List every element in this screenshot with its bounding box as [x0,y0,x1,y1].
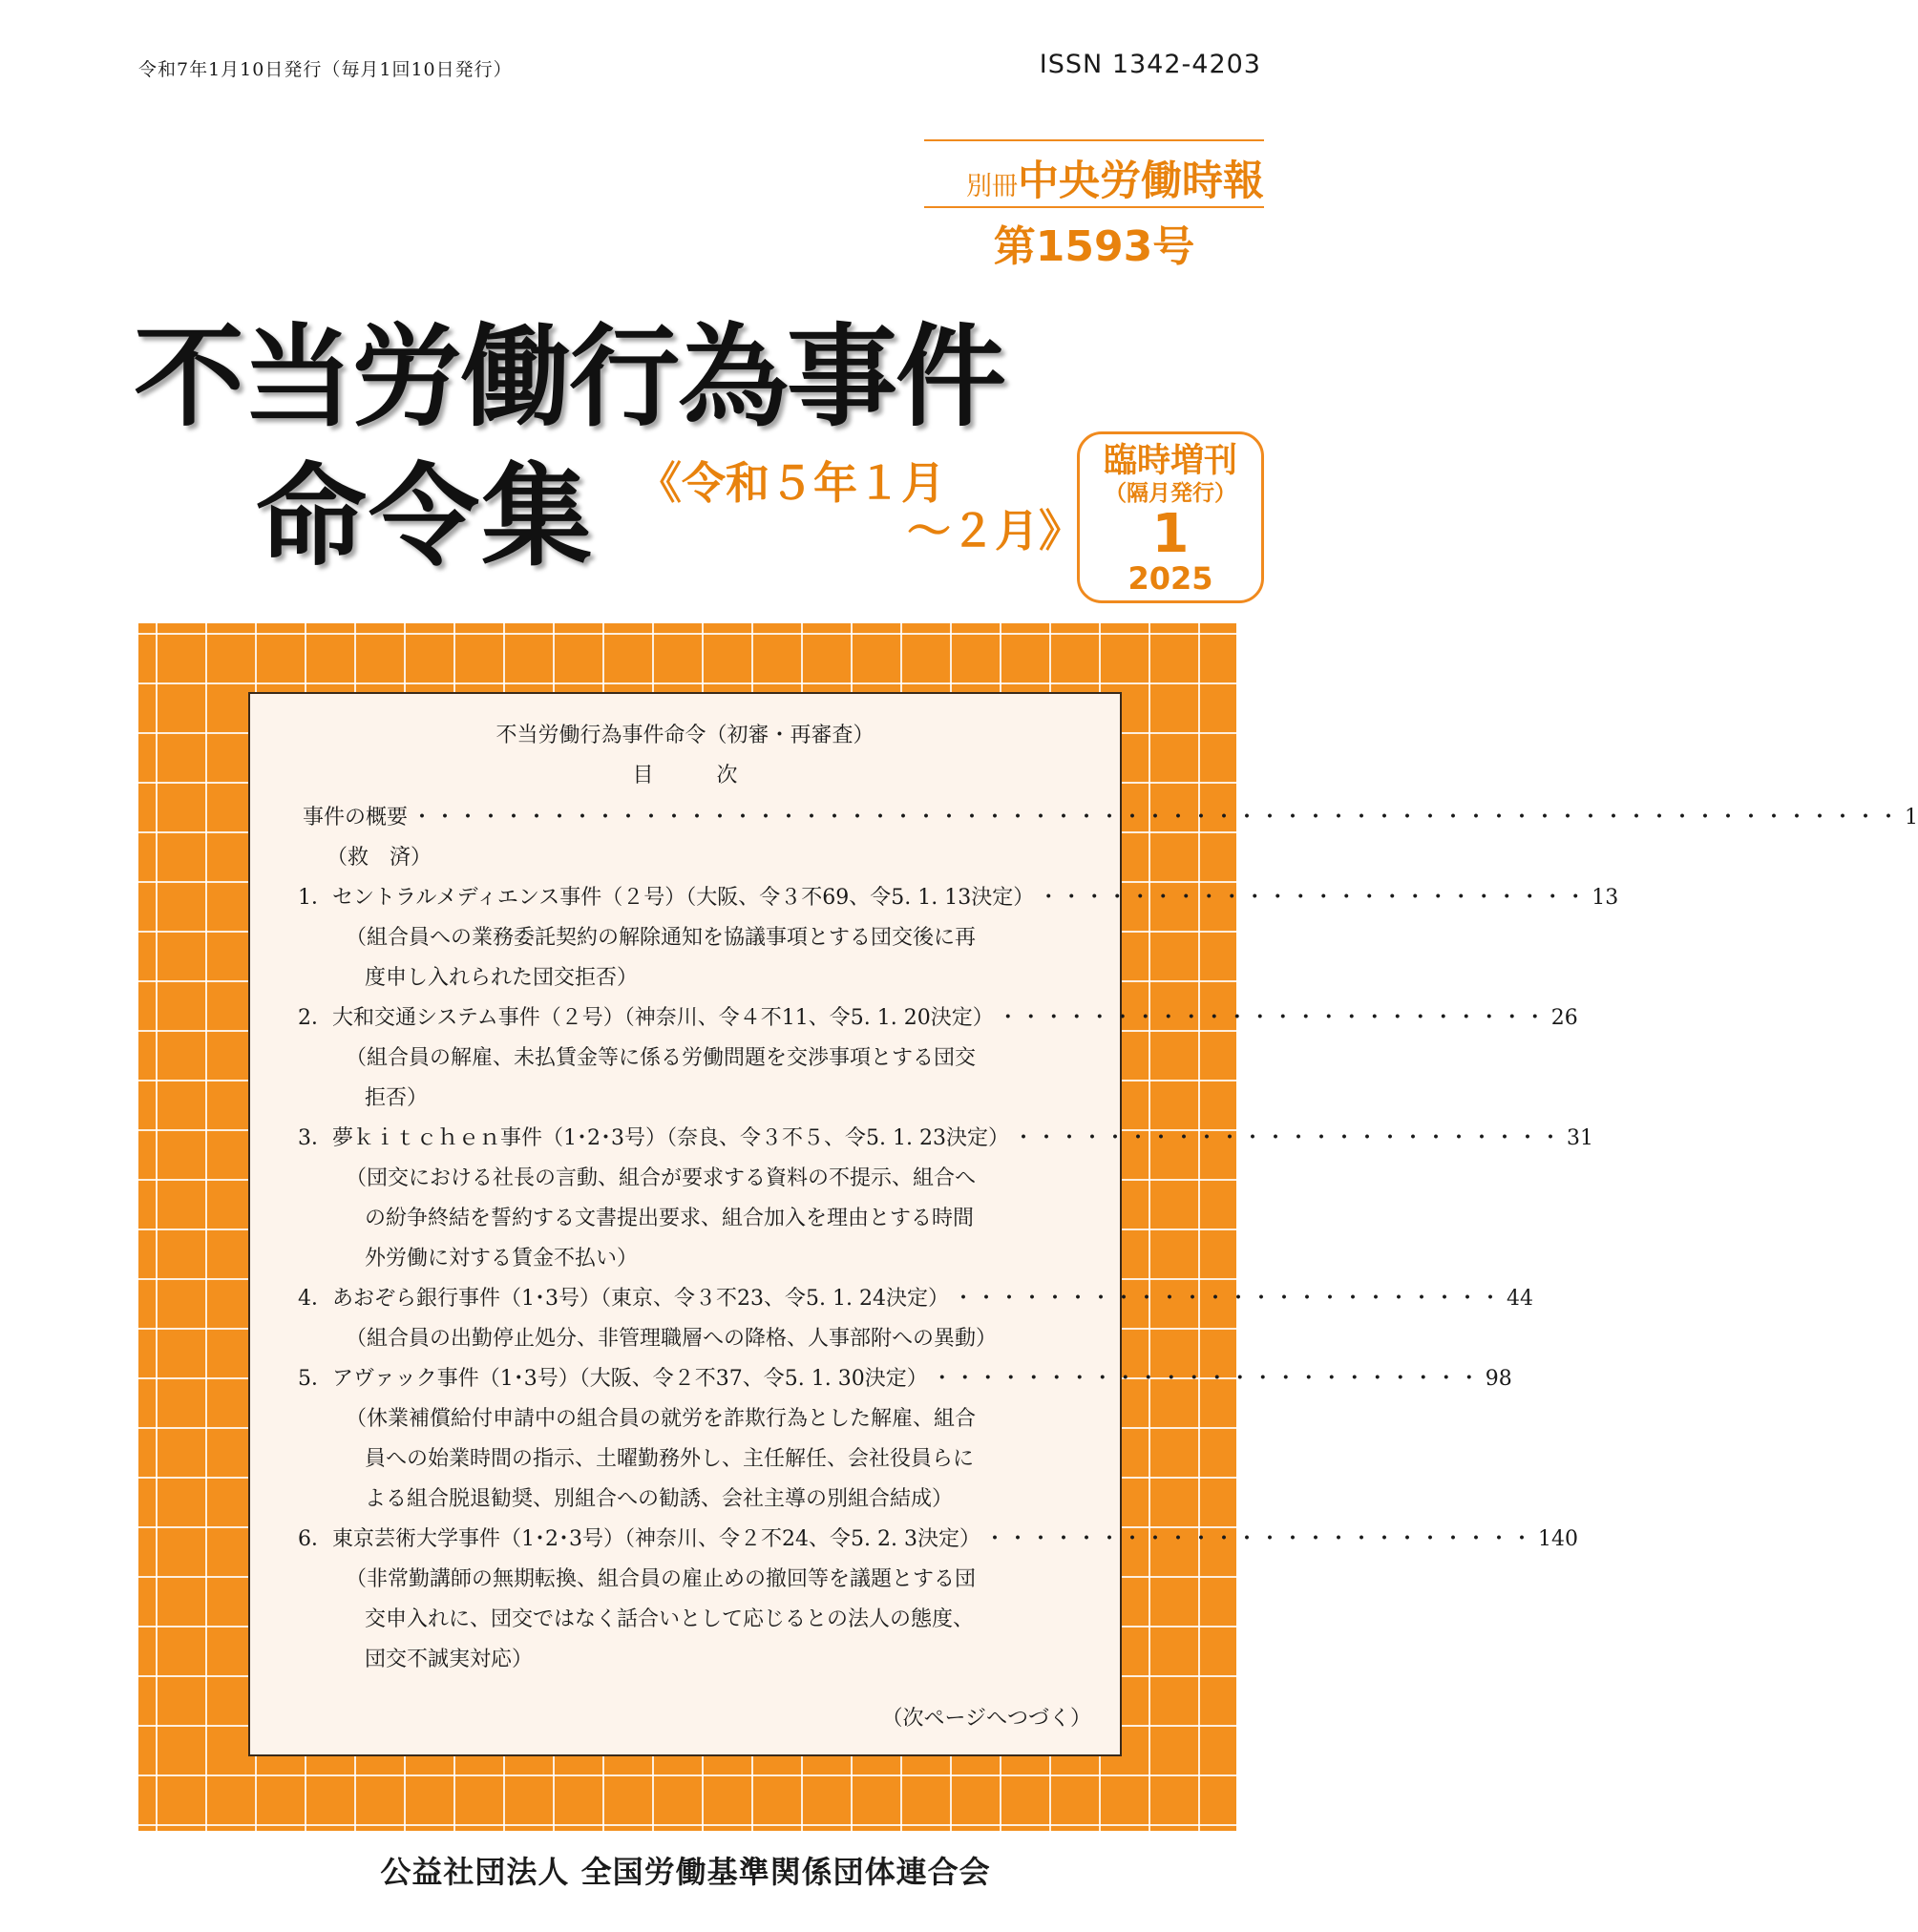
toc-entry-page: 44 [1506,1287,1533,1311]
toc-entry-page: 26 [1550,1006,1578,1030]
toc-continued-note: （次ページへつづく） [881,1707,1091,1731]
toc-entry-desc: 度申し入れられた団交拒否） [365,966,639,990]
toc-entry-desc: 拒否） [365,1086,429,1110]
toc-leader-dots: ・・・・・・・・・・・・・・・・・・・・・・・・ [931,1367,1482,1391]
badge-label: 臨時増刊 [1103,442,1237,480]
toc-entry-desc: 団交不誠実対応） [365,1648,534,1671]
bessatsu-label: 別冊 [966,172,1018,201]
badge-frequency: （隔月発行） [1105,481,1236,506]
toc-entry-desc: の紛争終結を誓約する文書提出要求、組合加入を理由とする時間 [365,1207,975,1230]
toc-entry-desc: （組合員の解雇、未払賃金等に係る労働問題を交渉事項とする団交 [346,1046,977,1070]
toc-entry-page: 98 [1485,1367,1512,1391]
toc-leader-dots: ・・・・・・・・・・・・・・・・・・・・・・・・ [1038,886,1589,910]
toc-leader-dots: ・・・・・・・・・・・・・・・・・・・・・・・・ [997,1006,1548,1030]
toc-entry-page: 31 [1566,1126,1593,1150]
toc-entry-desc: 員への始業時間の指示、土曜勤務外し、主任解任、会社役員らに [365,1447,975,1471]
toc-entry-title: 2．大和交通システム事件（２号）（神奈川、令４不11、令5. 1. 20決定） [298,1006,994,1030]
issn-number: ISSN 1342-4203 [1039,50,1261,79]
toc-leader-dots: ・・・・・・・・・・・・・・・・・・・・・・・・・・・・・・・・・・・・・・・・・・・・・・・・・・・・・・・・・・・・・・・・・ [411,806,1902,830]
special-issue-badge [1077,431,1264,603]
masthead-rule-bottom [924,206,1264,208]
main-title-line2: 命令集 [256,452,594,581]
toc-mokuji: 目 次 [632,764,738,788]
toc-overview-title: 事件の概要 [303,806,409,830]
badge-number: 1 [1151,503,1190,565]
toc-entry-desc: 交申入れに、団交ではなく話合いとして応じるとの法人の態度、 [365,1607,975,1631]
toc-heading: 不当労働行為事件命令（初審・再審査） [495,724,875,747]
publication-date: 令和7年1月10日発行（毎月1回10日発行） [138,59,513,80]
magazine-title: 中央労働時報 [1018,158,1264,205]
main-title-line1: 不当労働行為事件 [134,313,1004,442]
toc-leader-dots: ・・・・・・・・・・・・・・・・・・・・・・・・ [1012,1126,1563,1150]
publisher-name: 公益社団法人 全国労働基準関係団体連合会 [380,1854,991,1890]
toc-entry-title: 1．セントラルメディエンス事件（２号）（大阪、令３不69、令5. 1. 13決定） [298,886,1035,910]
toc-leader-dots: ・・・・・・・・・・・・・・・・・・・・・・・・ [983,1527,1534,1551]
period-line2: ～２月》 [907,505,1083,556]
toc-entry-page: 13 [1591,886,1619,910]
toc-entry-desc: （組合員の出勤停止処分、非管理職層への降格、人事部附への異動） [346,1327,998,1351]
toc-section-label: （救 済） [327,846,432,870]
toc-entry-title: 4．あおぞら銀行事件（1･3号）（東京、令３不23、令5. 1. 24決定） [298,1287,949,1311]
toc-overview-page: 1 [1905,806,1918,830]
toc-entry-desc: （団交における社長の言動、組合が要求する資料の不提示、組合へ [346,1166,977,1190]
period-line1: 《令和５年１月 [638,457,945,509]
issue-number: 第1593号 [993,222,1195,271]
toc-entry-title: 3．夢ｋｉｔｃｈｅｎ事件（1･2･3号）（奈良、令３不５、令5. 1. 23決定） [298,1126,1009,1150]
toc-entry-desc: （非常勤講師の無期転換、組合員の雇止めの撤回等を議題とする団 [346,1567,977,1591]
table-of-contents [248,692,1918,1756]
toc-entry-title: 5．アヴァック事件（1･3号）（大阪、令２不37、令5. 1. 30決定） [298,1367,928,1391]
badge-year: 2025 [1128,560,1213,597]
toc-entry-desc: 外労働に対する賃金不払い） [365,1247,639,1270]
toc-leader-dots: ・・・・・・・・・・・・・・・・・・・・・・・・ [952,1287,1503,1311]
masthead-rule-top [924,139,1264,141]
toc-entry-page: 140 [1537,1527,1578,1551]
toc-entry-title: 6．東京芸術大学事件（1･2･3号）（神奈川、令２不24、令5. 2. 3決定） [298,1527,980,1551]
magazine-name [924,149,1264,207]
toc-entry-desc: よる組合脱退勧奨、別組合への勧誘、会社主導の別組合結成） [365,1487,954,1511]
toc-entry-desc: （休業補償給付申請中の組合員の就労を詐欺行為とした解雇、組合 [346,1407,977,1431]
toc-entry-desc: （組合員への業務委託契約の解除通知を協議事項とする団交後に再 [346,926,977,950]
